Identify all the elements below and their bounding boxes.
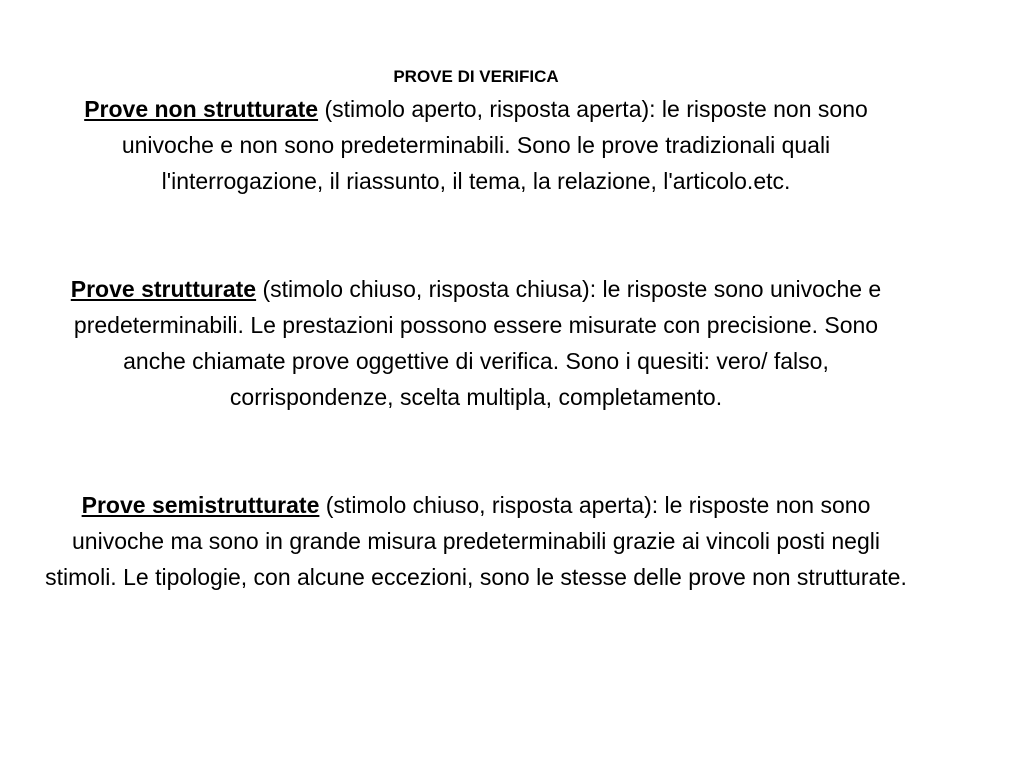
section-prove-strutturate <box>40 271 912 415</box>
section-prove-semistrutturate <box>40 487 912 595</box>
section-prove-non-strutturate <box>40 91 912 199</box>
section-description: (stimolo aperto, risposta aperta): le risposte non sono univoche e non sono predeterminabili. Sono le prove tradizionali quali l'interrogazione, il riassunto, il tema, la relazione, l'articolo.etc. <box>121 96 868 194</box>
section-term: Prove semistrutturate <box>81 492 320 518</box>
slide-title: PROVE DI VERIFICA <box>393 67 559 86</box>
section-description: (stimolo chiuso, risposta chiusa): le risposte sono univoche e predeterminabili. Le prestazioni possono essere misurate con precisione. Sono anche chiamate prove oggettive di verifica. Sono i quesiti: vero/ falso, corrispondenze, scelta multipla, completamento. <box>73 276 882 410</box>
section-description: (stimolo chiuso, risposta aperta): le risposte non sono univoche ma sono in grande misura predeterminabili grazie ai vincoli posti negli stimoli. Le tipologie, con alcune eccezioni, sono le stesse delle prove non strutturate. <box>45 492 907 590</box>
section-term: Prove strutturate <box>70 276 257 302</box>
section-term: Prove non strutturate <box>84 96 319 122</box>
